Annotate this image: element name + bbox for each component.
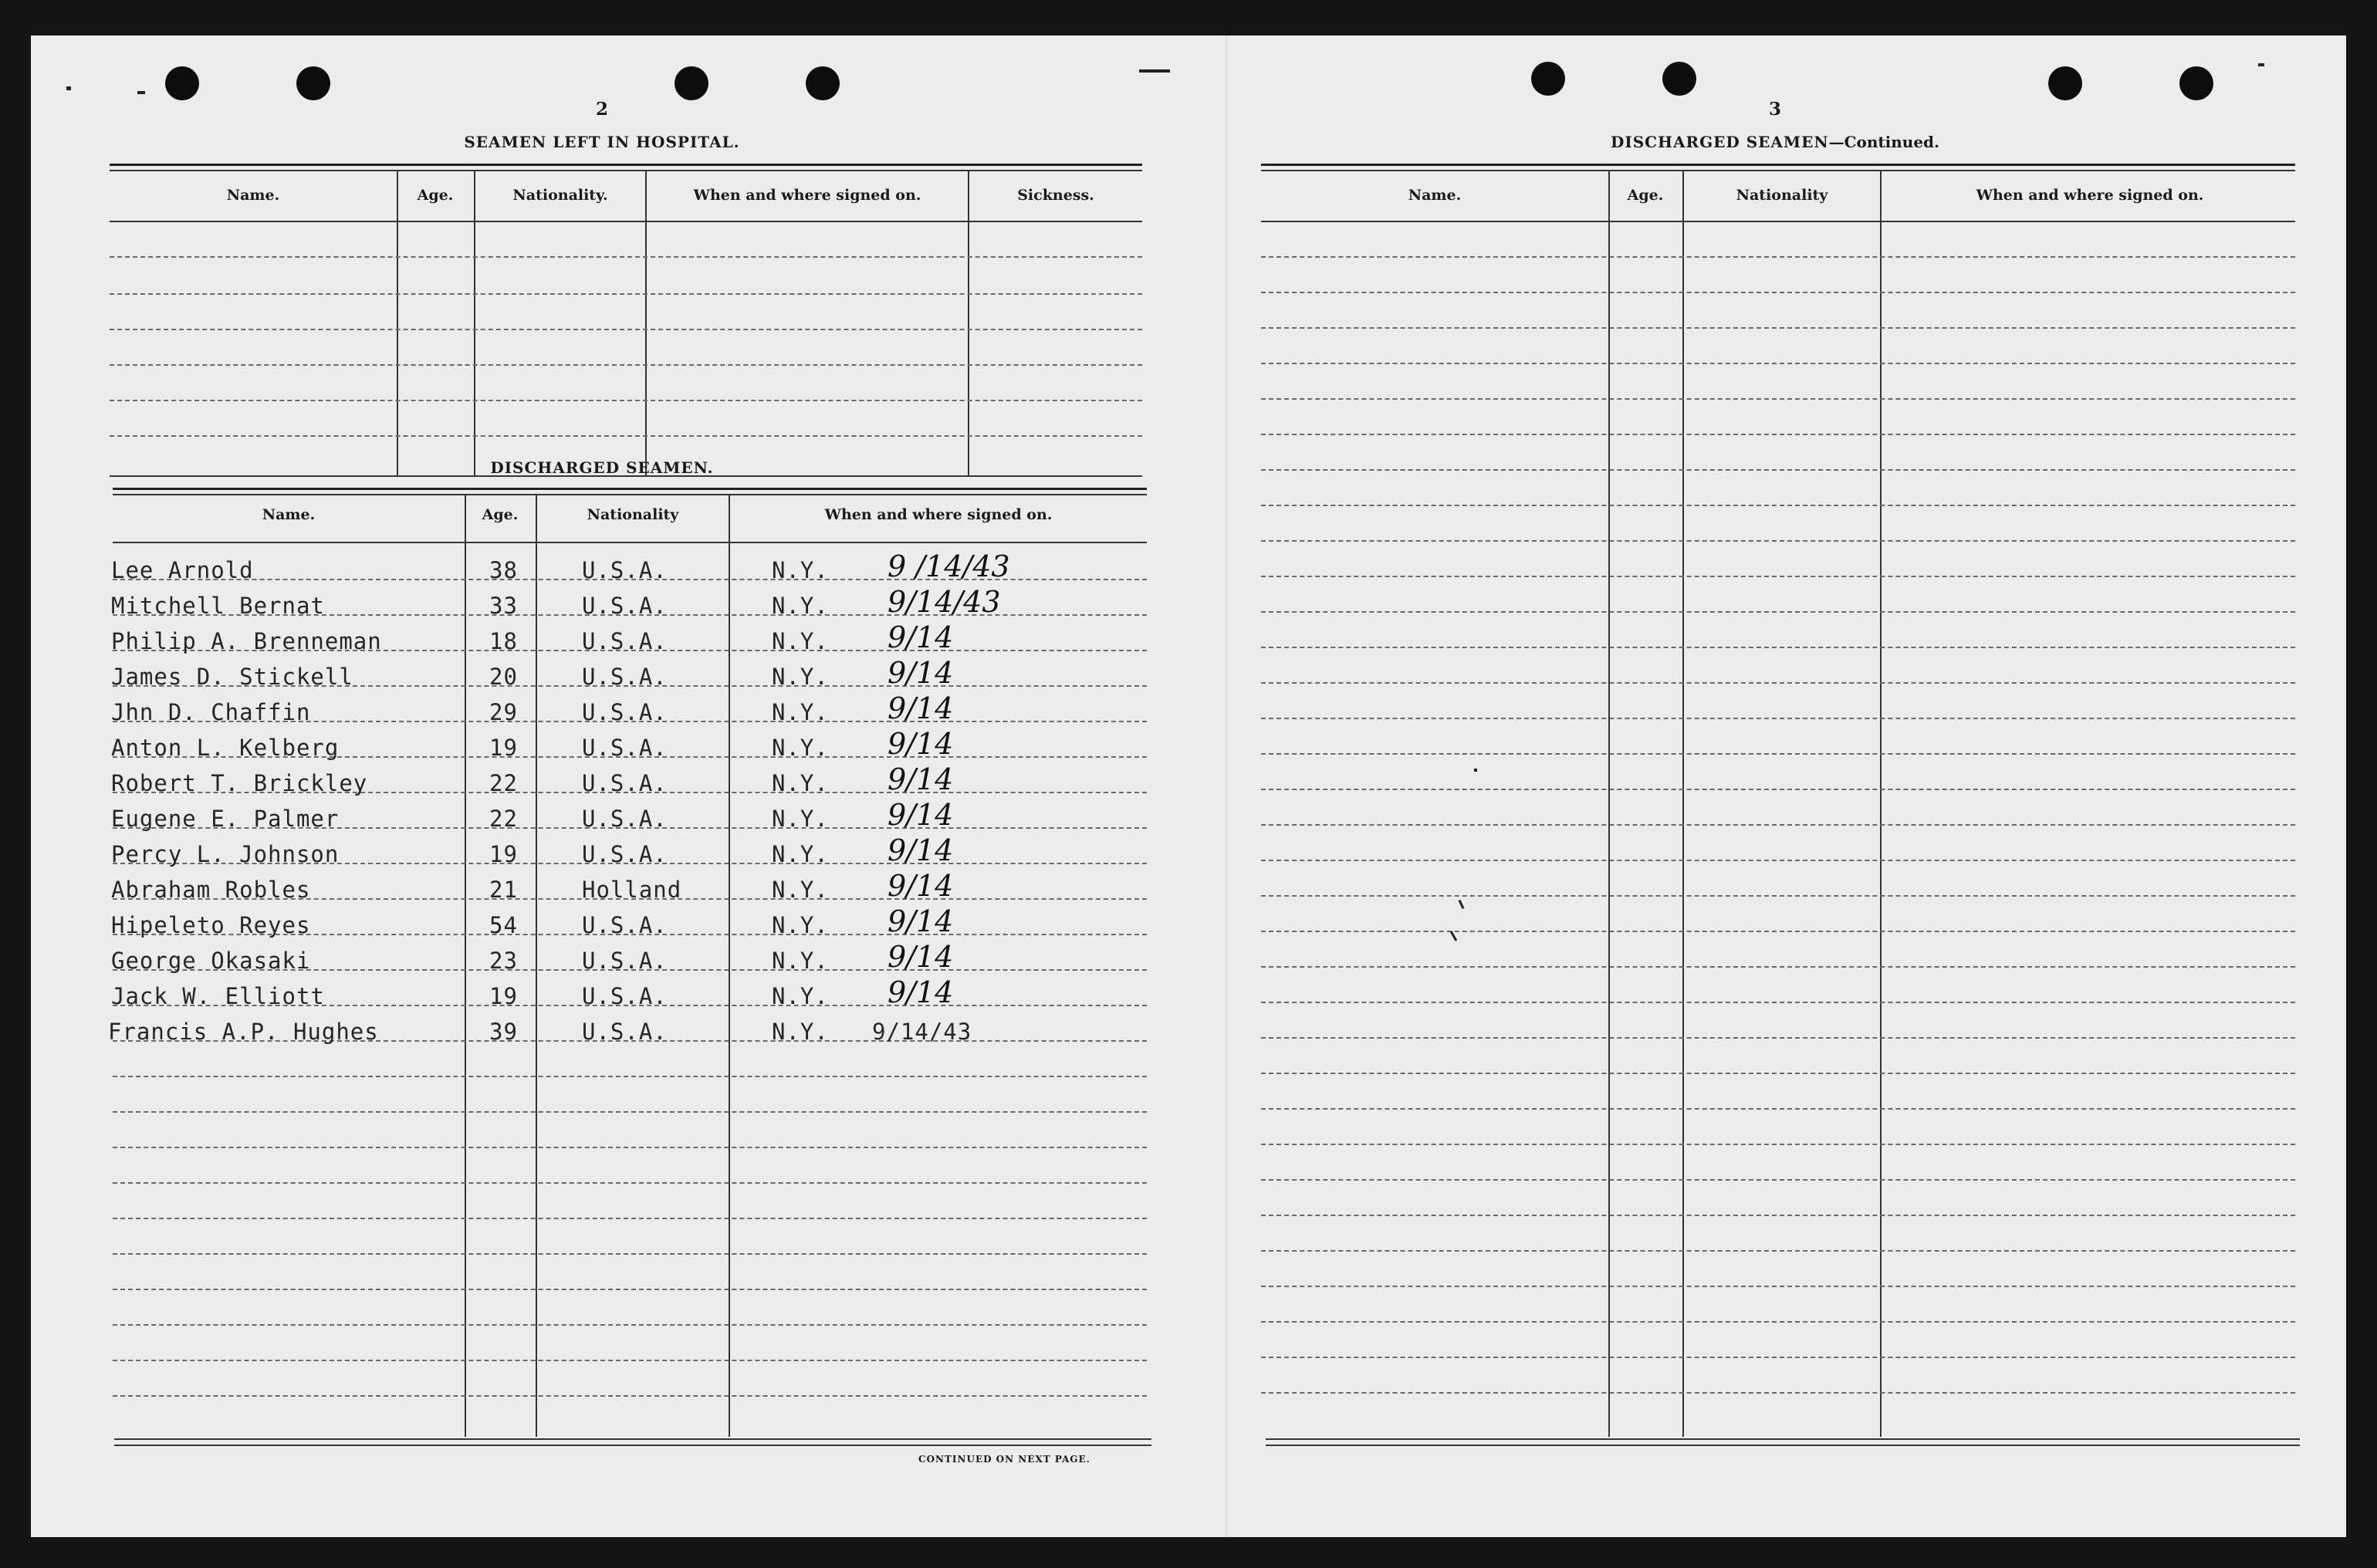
seaman-nationality: U.S.A. [582, 735, 668, 761]
seaman-nationality: U.S.A. [582, 770, 668, 796]
row-line [113, 1395, 1147, 1397]
rule [1261, 164, 2295, 166]
row-line [1261, 1321, 2295, 1323]
seaman-name: Philip A. Brenneman [111, 628, 382, 654]
col-header-signed-on: When and where signed on. [1976, 187, 2204, 204]
seaman-name: Percy L. Johnson [111, 841, 340, 867]
page-fold [1226, 35, 1227, 1537]
rule [113, 494, 1147, 495]
seaman-nationality: U.S.A. [582, 593, 668, 619]
seaman-age: 21 [489, 877, 518, 903]
seaman-name: Francis A.P. Hughes [108, 1019, 379, 1045]
seaman-name: Jack W. Elliott [111, 983, 325, 1009]
ink-speck [1139, 69, 1170, 73]
row-line [1261, 611, 2295, 613]
row-line [1261, 1250, 2295, 1252]
section-title-suffix: —Continued. [1828, 133, 1939, 151]
seaman-nationality: U.S.A. [582, 912, 668, 938]
col-header-age: Age. [417, 187, 454, 204]
seaman-age: 33 [489, 593, 518, 619]
seaman-age: 38 [489, 557, 518, 583]
signed-on-port: N.Y. [772, 664, 829, 690]
column-divider [1880, 171, 1882, 1437]
seaman-nationality: U.S.A. [582, 699, 668, 725]
ink-speck [1450, 931, 1458, 941]
row-line [1261, 860, 2295, 861]
ink-speck [1474, 769, 1477, 772]
row-line [1261, 1179, 2295, 1181]
discharged-section-title: DISCHARGED SEAMEN. [490, 458, 714, 477]
row-line [110, 256, 1142, 258]
row-line [1261, 647, 2295, 648]
seaman-age: 23 [489, 948, 518, 974]
row-line [1261, 505, 2295, 506]
column-divider [536, 495, 537, 1437]
row-line [1261, 1037, 2295, 1039]
signed-on-date: 9/14 [888, 975, 954, 1009]
signed-on-port: N.Y. [772, 983, 829, 1009]
row-line [1261, 1392, 2295, 1394]
row-line [1261, 789, 2295, 790]
row-line [1261, 1002, 2295, 1003]
seaman-nationality: U.S.A. [582, 948, 668, 974]
signed-on-date: 9/14 [888, 656, 954, 690]
seaman-age: 19 [489, 841, 518, 867]
signed-on-date: 9/14 [888, 904, 954, 938]
seaman-name: Anton L. Kelberg [111, 735, 340, 761]
row-line [1261, 1357, 2295, 1358]
row-line [110, 293, 1142, 295]
col-header-nationality: Nationality [587, 506, 679, 523]
ink-speck [2258, 63, 2264, 66]
column-divider [729, 495, 730, 1437]
ink-speck [1459, 900, 1465, 909]
signed-on-date: 9/14 [888, 620, 954, 654]
col-header-age: Age. [482, 506, 519, 523]
signed-on-port: N.Y. [772, 1019, 829, 1045]
seaman-age: 54 [489, 912, 518, 938]
discharged-continued-title [1497, 133, 2053, 151]
signed-on-date: 9 /14/43 [888, 549, 1010, 583]
column-divider [645, 171, 647, 477]
bottom-rule [114, 1445, 1151, 1446]
rule [113, 488, 1147, 490]
signed-on-port: N.Y. [772, 628, 829, 654]
header-rule [113, 542, 1147, 543]
bottom-rule [114, 1438, 1151, 1440]
column-divider [1682, 171, 1684, 1437]
column-divider [397, 171, 398, 477]
page-number: 3 [1768, 99, 1781, 120]
seaman-nationality: U.S.A. [582, 1019, 668, 1045]
row-line [113, 1360, 1147, 1361]
seaman-nationality: U.S.A. [582, 983, 668, 1009]
row-line [1261, 1108, 2295, 1110]
page-number: 2 [595, 99, 608, 120]
signed-on-port: N.Y. [772, 912, 829, 938]
rule [110, 164, 1142, 166]
signed-on-date: 9/14 [888, 727, 954, 761]
punch-hole [2048, 66, 2082, 100]
col-header-signed-on: When and where signed on. [824, 506, 1053, 523]
col-header-nationality: Nationality [1736, 187, 1828, 204]
seaman-age: 29 [489, 699, 518, 725]
signed-on-date: 9/14 [888, 833, 954, 867]
signed-on-port: N.Y. [772, 770, 829, 796]
row-line [1261, 363, 2295, 364]
row-line [113, 1324, 1147, 1326]
row-line [1261, 434, 2295, 435]
signed-on-date: 9/14 [888, 940, 954, 974]
signed-on-date: 9/14/43 [888, 585, 1001, 619]
col-header-name: Name. [262, 506, 316, 523]
row-line [1261, 256, 2295, 258]
punch-hole [806, 66, 840, 100]
seaman-nationality: U.S.A. [582, 557, 668, 583]
seaman-nationality: U.S.A. [582, 841, 668, 867]
seaman-nationality: U.S.A. [582, 806, 668, 832]
punch-hole [165, 66, 199, 100]
signed-on-port: N.Y. [772, 841, 829, 867]
row-line [113, 1218, 1147, 1219]
seaman-name: Eugene E. Palmer [111, 806, 340, 832]
row-line [1261, 469, 2295, 471]
row-line [1261, 966, 2295, 968]
seaman-age: 18 [489, 628, 518, 654]
punch-hole [2179, 66, 2213, 100]
row-line [1261, 682, 2295, 684]
header-rule [1261, 221, 2295, 222]
seaman-age: 20 [489, 664, 518, 690]
continued-note: CONTINUED ON NEXT PAGE. [918, 1454, 1090, 1465]
row-line [1261, 1073, 2295, 1074]
row-line [110, 364, 1142, 366]
hospital-section-title: SEAMEN LEFT IN HOSPITAL. [464, 133, 740, 151]
seaman-age: 19 [489, 983, 518, 1009]
row-line [1261, 1144, 2295, 1145]
row-line [1261, 895, 2295, 897]
row-line [110, 400, 1142, 401]
bottom-rule [1266, 1445, 2300, 1446]
header-rule [110, 221, 1142, 222]
column-divider [1608, 171, 1610, 1437]
seaman-nationality: Holland [582, 877, 682, 903]
signed-on-port: N.Y. [772, 593, 829, 619]
seaman-age: 22 [489, 806, 518, 832]
row-line [1261, 327, 2295, 329]
col-header-sickness: Sickness. [1017, 187, 1094, 204]
seaman-name: Lee Arnold [111, 557, 254, 583]
row-line [1261, 931, 2295, 932]
row-line [1261, 1215, 2295, 1216]
col-header-nationality: Nationality. [512, 187, 608, 204]
row-line [113, 1076, 1147, 1077]
row-line [1261, 398, 2295, 400]
signed-on-port: N.Y. [772, 806, 829, 832]
signed-on-port: N.Y. [772, 877, 829, 903]
row-line [113, 1182, 1147, 1184]
row-line [1261, 718, 2295, 719]
rule [1261, 170, 2295, 171]
row-line [1261, 824, 2295, 826]
section-title: DISCHARGED SEAMEN [1611, 133, 1829, 151]
seaman-age: 22 [489, 770, 518, 796]
punch-hole [1531, 62, 1565, 96]
seaman-name: Robert T. Brickley [111, 770, 368, 796]
seaman-name: Hipeleto Reyes [111, 912, 311, 938]
row-line [113, 1111, 1147, 1113]
row-line [1261, 576, 2295, 577]
seaman-name: George Okasaki [111, 948, 311, 974]
row-line [110, 435, 1142, 437]
seaman-nationality: U.S.A. [582, 664, 668, 690]
ink-speck [137, 91, 145, 94]
col-header-age: Age. [1627, 187, 1664, 204]
signed-on-date: 9/14 [888, 762, 954, 796]
col-header-signed-on: When and where signed on. [693, 187, 921, 204]
row-line [1261, 540, 2295, 542]
row-line [1261, 1286, 2295, 1287]
signed-on-date: 9/14 [888, 869, 954, 903]
column-divider [465, 495, 466, 1437]
seaman-name: Abraham Robles [111, 877, 311, 903]
row-line [110, 329, 1142, 330]
column-divider [474, 171, 475, 477]
signed-on-date: 9/14/43 [872, 1019, 972, 1045]
row-line [113, 1253, 1147, 1255]
seaman-nationality: U.S.A. [582, 628, 668, 654]
punch-hole [675, 66, 708, 100]
row-line [1261, 292, 2295, 293]
signed-on-date: 9/14 [888, 798, 954, 832]
punch-hole [1662, 62, 1696, 96]
seaman-age: 39 [489, 1019, 518, 1045]
signed-on-port: N.Y. [772, 948, 829, 974]
signed-on-port: N.Y. [772, 699, 829, 725]
seaman-name: James D. Stickell [111, 664, 353, 690]
row-line [113, 1147, 1147, 1148]
col-header-name: Name. [1408, 187, 1462, 204]
punch-hole [296, 66, 330, 100]
ledger-spread [31, 35, 2346, 1537]
col-header-name: Name. [226, 187, 280, 204]
bottom-rule [1266, 1438, 2300, 1440]
row-line [113, 1289, 1147, 1290]
column-divider [968, 171, 969, 477]
signed-on-port: N.Y. [772, 735, 829, 761]
seaman-name: Jhn D. Chaffin [111, 699, 311, 725]
ink-speck [66, 86, 71, 90]
seaman-age: 19 [489, 735, 518, 761]
seaman-name: Mitchell Bernat [111, 593, 325, 619]
signed-on-date: 9/14 [888, 691, 954, 725]
row-line [1261, 753, 2295, 755]
rule [110, 170, 1142, 171]
signed-on-port: N.Y. [772, 557, 829, 583]
